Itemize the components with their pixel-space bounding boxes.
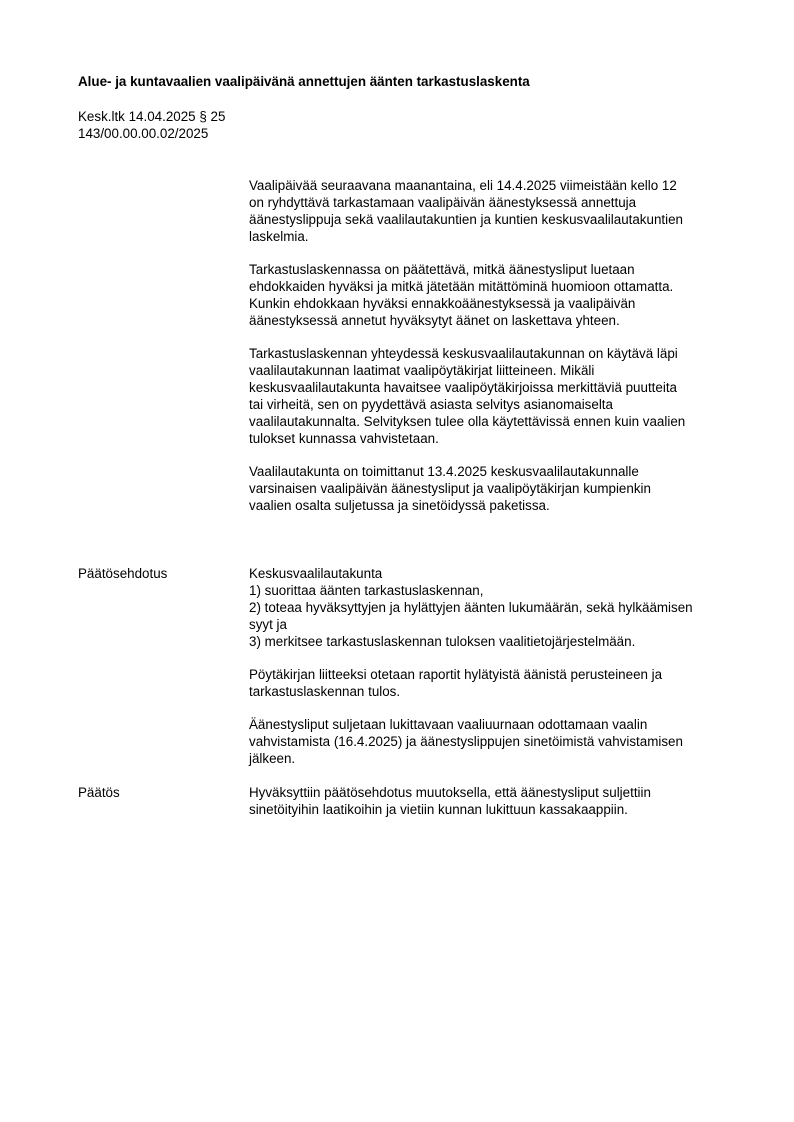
- intro-paragraph-2: [249, 261, 741, 329]
- decision-label: Päätös: [78, 785, 120, 800]
- intro-paragraph-1: [249, 177, 741, 245]
- intro-paragraph-4: [249, 463, 741, 514]
- text-line: vaalilautakunnan laatimat vaalipöytäkirjat liitteineen. Mikäli: [249, 363, 595, 378]
- text-line: laskelmia.: [249, 229, 309, 244]
- proposal-paragraph-2: [249, 666, 741, 700]
- text-line: tai virheitä, sen on pyydettävä asiasta selvitys asianomaiselta: [249, 397, 613, 412]
- text-line: vaalilautakunnalta. Selvityksen tulee olla käytettävissä ennen kuin vaalien: [249, 414, 686, 429]
- text-line: 2) toteaa hyväksyttyjen ja hylättyjen äänten lukumäärän, sekä hylkäämisen: [249, 600, 693, 615]
- text-line: Tarkastuslaskennassa on päätettävä, mitkä äänestysliput luetaan: [249, 262, 635, 277]
- text-line: sinetöityihin laatikoihin ja vietiin kunnan lukittuun kassakaappiin.: [249, 802, 628, 817]
- text-line: ehdokkaiden hyväksi ja mitkä jätetään mitättöminä huomioon ottamatta.: [249, 279, 674, 294]
- text-line: Äänestysliput suljetaan lukittavaan vaaliuurnaan odottamaan vaalin: [249, 717, 648, 732]
- text-line: Hyväksyttiin päätösehdotus muutoksella, että äänestysliput suljettiin: [249, 785, 651, 800]
- text-line: on ryhdyttävä tarkastamaan vaalipäivän äänestyksessä annettuja: [249, 195, 637, 210]
- proposal-paragraph-1: [249, 565, 741, 650]
- text-line: Keskusvaalilautakunta: [249, 566, 383, 581]
- text-line: tarkastuslaskennan tulos.: [249, 684, 401, 699]
- text-line: vahvistamista (16.4.2025) ja äänestyslippujen sinetöimistä vahvistamisen: [249, 734, 683, 749]
- text-line: 1) suorittaa äänten tarkastuslaskennan,: [249, 583, 484, 598]
- text-line: Tarkastuslaskennan yhteydessä keskusvaalilautakunnan on käytävä läpi: [249, 346, 678, 361]
- text-line: jälkeen.: [249, 751, 296, 766]
- text-line: vaalien osalta suljetussa ja sinetöidyssä paketissa.: [249, 498, 550, 513]
- intro-paragraph-3: [249, 345, 741, 447]
- decision-paragraph: [249, 784, 741, 818]
- text-line: tulokset kunnassa vahvistetaan.: [249, 431, 439, 446]
- text-line: syyt ja: [249, 617, 287, 632]
- text-line: Pöytäkirjan liitteeksi otetaan raportit hylätyistä äänistä perusteineen ja: [249, 667, 663, 682]
- file-id: 143/00.00.00.02/2025: [78, 126, 209, 141]
- proposal-label: Päätösehdotus: [78, 566, 168, 581]
- reference-block: [78, 108, 225, 142]
- proposal-paragraph-3: [249, 716, 741, 767]
- text-line: 3) merkitsee tarkastuslaskennan tuloksen vaalitietojärjestelmään.: [249, 634, 636, 649]
- text-line: äänestyslippuja sekä vaalilautakuntien ja kuntien keskusvaalilautakuntien: [249, 212, 683, 227]
- text-line: äänestyksessä annetut hyväksytyt äänet on laskettava yhteen.: [249, 313, 620, 328]
- meeting-reference: Kesk.ltk 14.04.2025 § 25: [78, 109, 226, 124]
- text-line: varsinaisen vaalipäivän äänestysliput ja vaalipöytäkirjan kumpienkin: [249, 481, 651, 496]
- text-line: Vaalilautakunta on toimittanut 13.4.2025 keskusvaalilautakunnalle: [249, 464, 639, 479]
- text-line: Kunkin ehdokkaan hyväksi ennakkoäänestyksessä ja vaalipäivän: [249, 296, 636, 311]
- document-title: Alue- ja kuntavaalien vaalipäivänä annettujen äänten tarkastuslaskenta: [78, 74, 530, 89]
- text-line: Vaalipäivää seuraavana maanantaina, eli 14.4.2025 viimeistään kello 12: [249, 178, 677, 193]
- text-line: keskusvaalilautakunta havaitsee vaalipöytäkirjoissa merkittäviä puutteita: [249, 380, 677, 395]
